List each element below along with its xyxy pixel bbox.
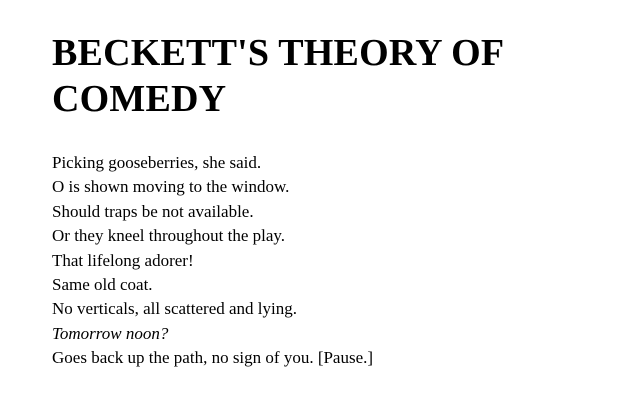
poem-line: Goes back up the path, no sign of you. [Pause.] <box>52 348 374 368</box>
document-title: BECKETT'S THEORY OF COMEDY <box>52 32 503 120</box>
poem-line: Same old coat. <box>52 275 153 295</box>
poem-line: No verticals, all scattered and lying. <box>52 299 297 319</box>
poem-line: Or they kneel throughout the play. <box>52 226 286 246</box>
poem-line: Tomorrow noon? <box>52 323 169 343</box>
poem-body <box>52 151 612 371</box>
poem-line: That lifelong adorer! <box>52 250 194 270</box>
poem-line: Picking gooseberries, she said. <box>52 153 262 172</box>
poem-line: O is shown moving to the window. <box>52 177 290 197</box>
poem-line: Should traps be not available. <box>52 201 254 221</box>
